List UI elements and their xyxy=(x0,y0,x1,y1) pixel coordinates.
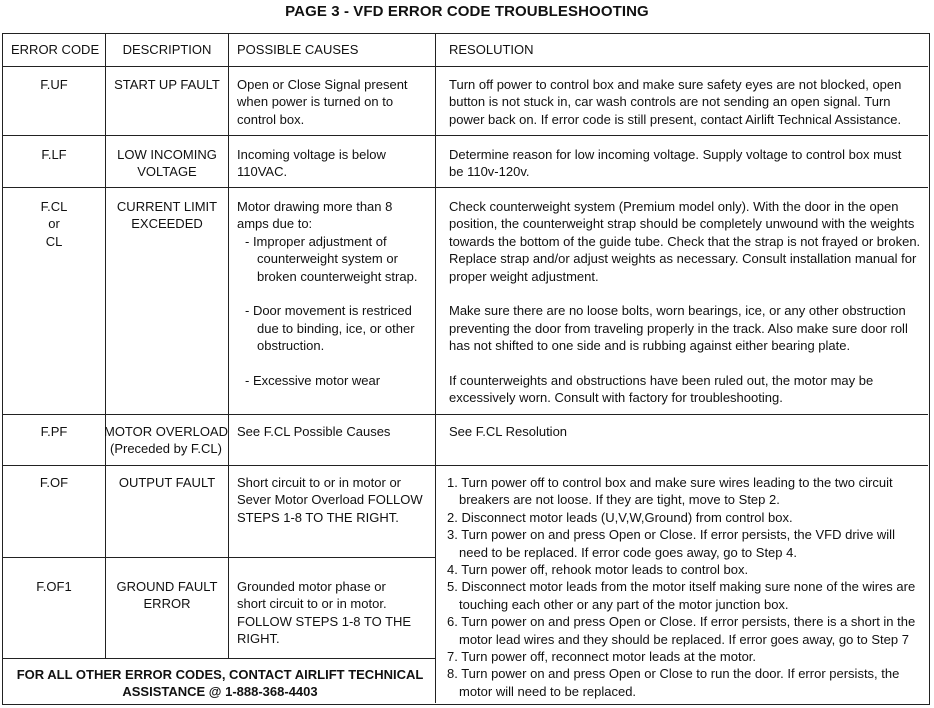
row-causes-fof: Short circuit to or in motor or Sever Motor Overload FOLLOW STEPS 1-8 TO THE RIGHT. xyxy=(237,475,423,525)
step-item: 5. Disconnect motor leads from the motor itself making sure none of the wires are touching each other or any part of the motor junction box. xyxy=(447,579,916,612)
row-causes-fof1: Grounded motor phase or short circuit to or in motor. FOLLOW STEPS 1-8 TO THE RIGHT. xyxy=(237,579,412,647)
row-code-fof: F.OF xyxy=(39,475,69,490)
resolution-steps-list xyxy=(447,474,927,700)
row-causes-fuf: Open or Close Signal present when power is turned on to control box. xyxy=(237,77,408,127)
row-resolution-fuf: Turn off power to control box and make sure safety eyes are not blocked, open button is not stuck in, car wash controls are not sending an open signal. Turn power back on. If error code is still present, contact Airlift Technical Assistance. xyxy=(449,77,902,127)
cause-item: - Improper adjustment of counterweight system or broken counterweight strap. xyxy=(245,233,418,284)
step-item: 3. Turn power on and press Open or Close. If error persists, the VFD drive will need to be replaced. If error code goes away, go to Step 4. xyxy=(447,527,895,560)
step-item: 7. Turn power off, reconnect motor leads at the motor. xyxy=(447,649,757,665)
row-code-flf: F.LF xyxy=(41,147,67,162)
row-description-fpf xyxy=(103,423,229,458)
resolution-paragraph: Make sure there are no loose bolts, worn bearings, ice, or any other obstruction preventing the door from traveling properly in the track. Also make sure door roll has not shifted to one side and is rubbing against either bearing plate. xyxy=(449,303,908,354)
row-code-fuf: F.UF xyxy=(40,77,68,92)
row-resolution-fcl xyxy=(449,198,921,407)
header-possible-causes: POSSIBLE CAUSES xyxy=(237,42,359,57)
row-divider xyxy=(3,557,435,558)
step-item: 6. Turn power on and press Open or Close. If error persists, there is a short in the motor lead wires and they should be replaced. If error goes away, go to Step 7 xyxy=(447,614,916,647)
step-item: 4. Turn power off, rehook motor leads to control box. xyxy=(447,562,749,578)
header-divider xyxy=(3,66,928,67)
row-description-flf: LOW INCOMING VOLTAGE xyxy=(117,147,217,180)
row-description-fcl: CURRENT LIMIT EXCEEDED xyxy=(116,199,218,232)
row-divider xyxy=(3,414,928,415)
code-line: F.CL xyxy=(40,199,68,214)
page-title: PAGE 3 - VFD ERROR CODE TROUBLESHOOTING xyxy=(285,3,649,20)
row-code-fpf: F.PF xyxy=(40,424,68,439)
description-line: (Preceded by F.CL) xyxy=(110,441,222,457)
contact-footer xyxy=(7,666,433,700)
resolution-paragraph: Check counterweight system (Premium model only). With the door in the open position, the counterweight strap should be completely unwound with the weights towards the bottom of the guide tube. Check that the strap is not frayed or broken. Replace strap and/or adjust weights as necessary. Consult installation manual for proper weight adjustment. xyxy=(449,199,921,284)
footer-line: FOR ALL OTHER ERROR CODES, CONTACT AIRLIFT TECHNICAL xyxy=(16,667,424,682)
code-line: or xyxy=(48,216,60,232)
row-description-fof: OUTPUT FAULT xyxy=(118,475,216,490)
header-description: DESCRIPTION xyxy=(122,42,212,57)
description-line: MOTOR OVERLOAD xyxy=(103,424,228,439)
row-resolution-flf: Determine reason for low incoming voltage. Supply voltage to control box must be 110v-120v. xyxy=(449,147,902,180)
resolution-paragraph: If counterweights and obstructions have been ruled out, the motor may be excessively worn. Consult with factory for troubleshooting. xyxy=(449,373,874,406)
row-divider xyxy=(3,187,928,188)
row-code-fof1: F.OF1 xyxy=(36,579,72,594)
error-code-table xyxy=(2,33,930,705)
row-causes-fcl xyxy=(237,198,433,389)
row-divider xyxy=(3,465,928,466)
row-resolution-fpf: See F.CL Resolution xyxy=(449,424,568,439)
step-item: 2. Disconnect motor leads (U,V,W,Ground) from control box. xyxy=(447,509,793,525)
row-divider xyxy=(3,135,928,136)
cause-item: - Door movement is restriced due to binding, ice, or other obstruction. xyxy=(245,303,415,354)
row-code-fcl xyxy=(3,198,105,250)
column-divider xyxy=(435,34,436,703)
row-description-fuf: START UP FAULT xyxy=(114,77,220,92)
footer-divider xyxy=(3,658,435,659)
step-item: 8. Turn power on and press Open or Close to run the door. If error persists, the motor will need to be replaced. xyxy=(447,666,900,699)
column-divider xyxy=(105,34,106,658)
step-item: 1. Turn power off to control box and make sure wires leading to the two circuit breakers are not loose. If they are tight, move to Step 2. xyxy=(447,475,893,508)
cause-item: - Excessive motor wear xyxy=(245,373,381,389)
code-line: CL xyxy=(45,233,63,249)
column-divider xyxy=(228,34,229,658)
footer-line: ASSISTANCE @ 1-888-368-4403 xyxy=(122,684,318,699)
header-resolution: RESOLUTION xyxy=(449,42,534,57)
row-causes-fpf: See F.CL Possible Causes xyxy=(237,424,391,439)
causes-intro: Motor drawing more than 8 amps due to: xyxy=(237,199,393,232)
row-causes-flf: Incoming voltage is below 110VAC. xyxy=(237,147,386,180)
row-description-fof1: GROUND FAULT ERROR xyxy=(116,579,218,612)
header-error-code: ERROR CODE xyxy=(11,42,100,57)
